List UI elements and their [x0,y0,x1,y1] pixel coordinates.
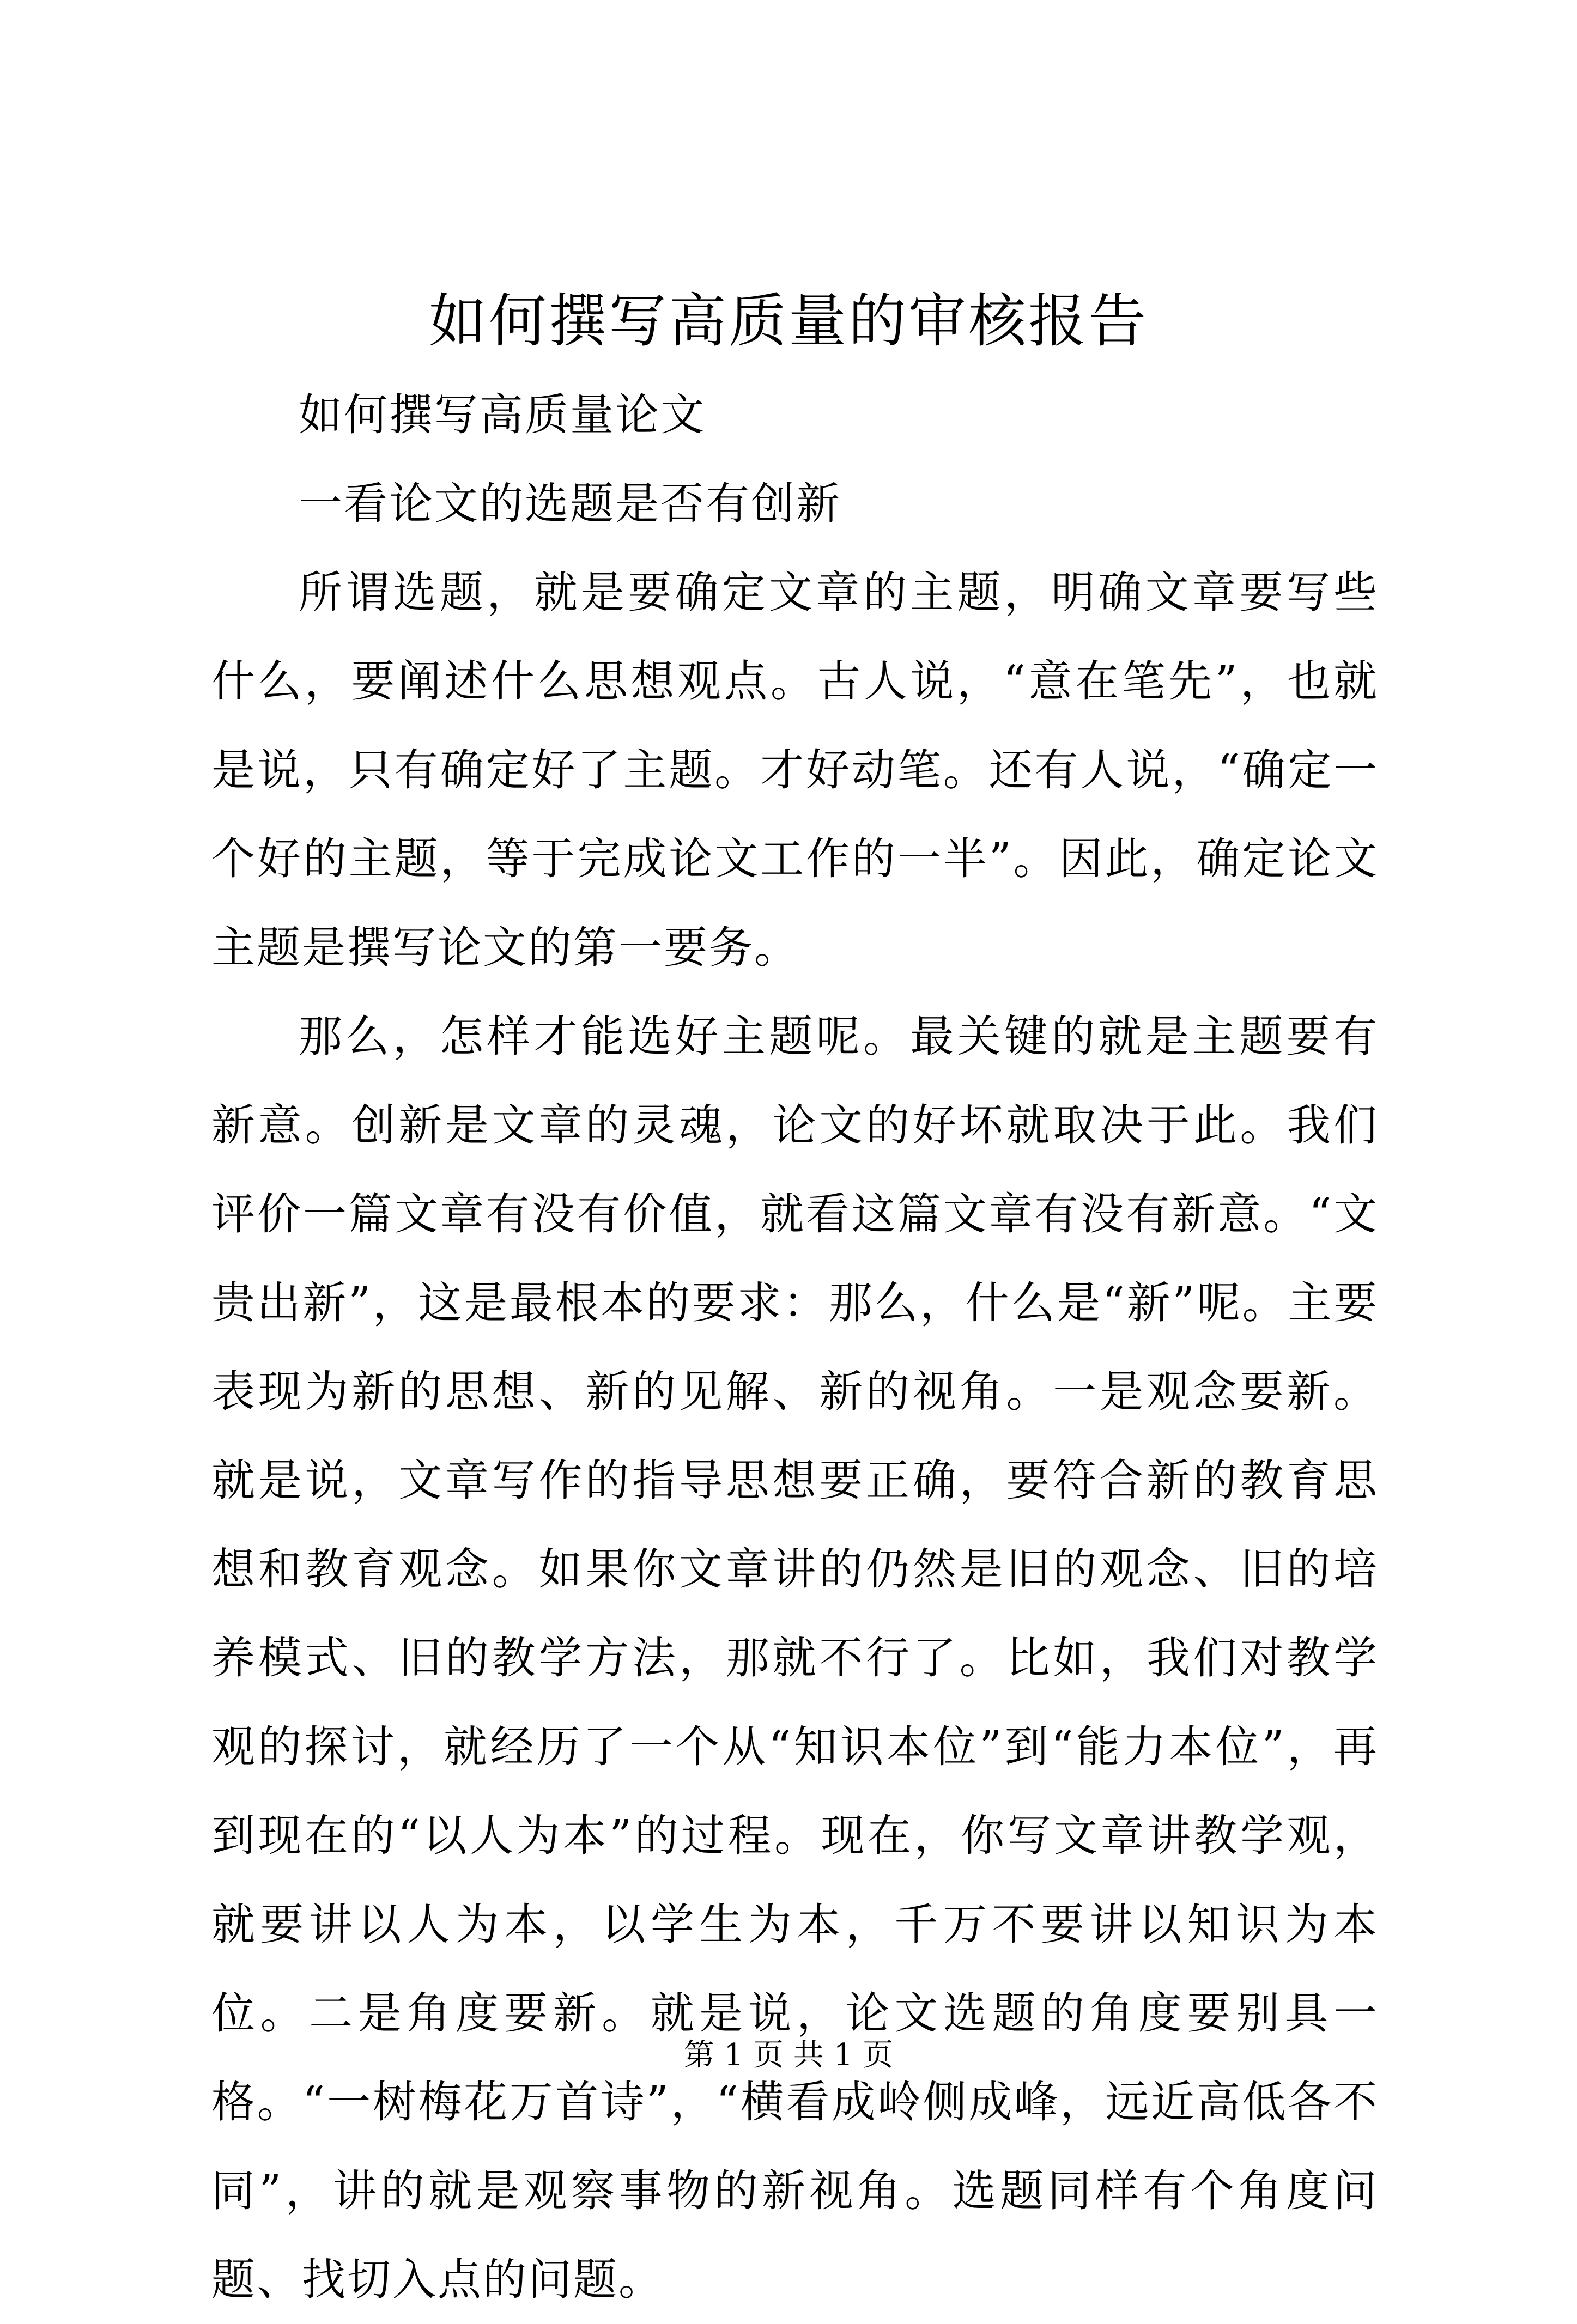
page-number-footer: 第 1 页 共 1 页 [683,2037,894,2073]
document-title: 如何撰写高质量的审核报告 [429,288,1148,355]
paragraph-topic-selection: 所谓选题，就是要确定文章的主题，明确文章要写些什么，要阐述什么思想观点。古人说，“意在笔先”，也就是说，只有确定好了主题。才好动笔。还有人说，“确定一个好的主题，等于完成论文工作的一半”。因此，确定论文主题是撰写论文的第一要务。 [211,567,1379,973]
paragraph-innovation: 那么，怎样才能选好主题呢。最关键的就是主题要有新意。创新是文章的灵魂，论文的好坏就取决于此。我们评价一篇文章有没有价值，就看这篇文章有没有新意。“文贵出新”，这是最根本的要求：那么，什么是“新”呢。主要表现为新的思想、新的见解、新的视角。一是观念要新。就是说，文章写作的指导思想要正确，要符合新的教育思想和教育观念。如果你文章讲的仍然是旧的观念、旧的培养模式、旧的教学方法，那就不行了。比如，我们对教学观的探讨，就经历了一个从“知识本位”到“能力本位”，再到现在的“以人为本”的过程。现在，你写文章讲教学观，就要讲以人为本，以学生为本，千万不要讲以知识为本位。二是角度要新。就是说，论文选题的角度要别具一格。“一树梅花万首诗”，“横看成岭侧成峰，远近高低各不同”，讲的就是观察事物的新视角。选题同样有个角度问题、找切入点的问题。 [211,1011,1379,2305]
paragraph-section-heading: 一看论文的选题是否有创新 [299,478,841,529]
paragraph-subtitle: 如何撰写高质量论文 [299,390,706,440]
